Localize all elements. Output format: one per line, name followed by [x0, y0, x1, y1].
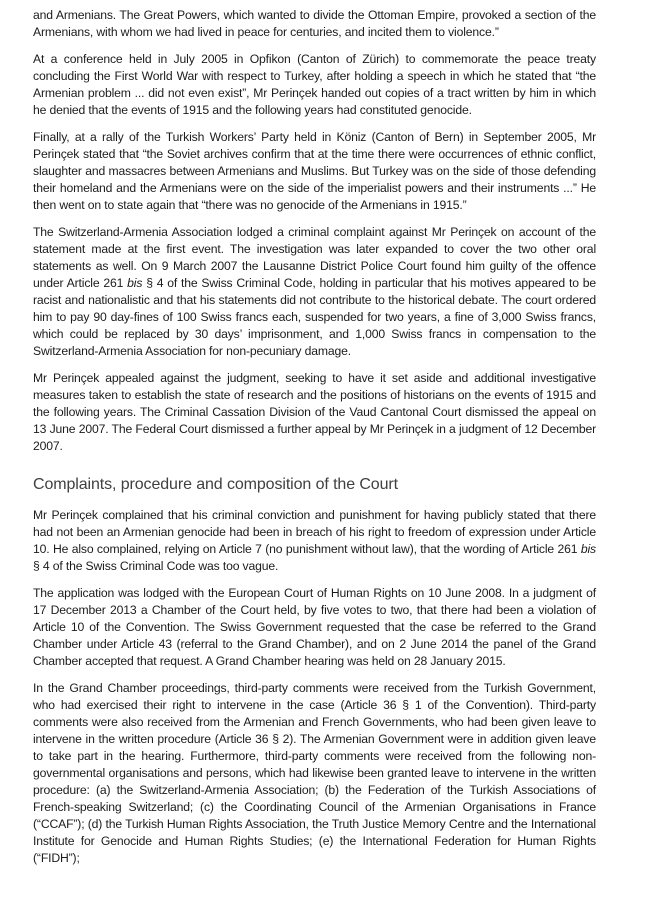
- text-run: In the Grand Chamber proceedings, third-party comments were received from the Turkish Government, who had exercised their right to intervene in the case (Article 36 § 1 of the Convention). Third-party comments were also received from the Armenian and French Governments, who had been given leave to intervene in the written procedure (Article 36 § 2). The Armenian Government were in addition given leave to take part in the hearing. Furthermore, third-party comments were received from the following non-governmental organisations and persons, which had likewise been granted leave to intervene in the written procedure: (a) the Switzerland-Armenia Association; (b) the Federation of the Turkish Associations of French-speaking Switzerland; (c) the Coordinating Council of the Armenian Organisations in France (“CCAF”); (d) the Turkish Human Rights Association, the Truth Justice Memory Centre and the International Institute for Genocide and Human Rights Studies; (e) the International Federation for Human Rights (“FIDH”);: [33, 681, 596, 865]
- paragraph: [33, 224, 596, 360]
- text-run: Mr Perinçek complained that his criminal conviction and punishment for having publicly stated that there had not been an Armenian genocide had been in breach of his right to freedom of expression under Article 10. He also complained, relying on Article 7 (no punishment without law), that the wording of Article 261: [33, 508, 596, 556]
- text-run: Mr Perinçek appealed against the judgment, seeking to have it set aside and additional investigative measures taken to establish the state of research and the positions of historians on the events of 1915 and the following years. The Criminal Cassation Division of the Vaud Cantonal Court dismissed the appeal on 13 June 2007. The Federal Court dismissed a further appeal by Mr Perinçek in a judgment of 12 December 2007.: [33, 371, 596, 453]
- text-run: and Armenians. The Great Powers, which wanted to divide the Ottoman Empire, provoked a section of the Armenians, with whom we had lived in peace for centuries, and incited them to violence.”: [33, 8, 596, 39]
- italic-text-run: bis: [580, 542, 596, 556]
- text-run: At a conference held in July 2005 in Opfikon (Canton of Zürich) to commemorate the peace treaty concluding the First World War with respect to Turkey, after holding a speech in which he stated that “the Armenian problem ... did not even exist”, Mr Perinçek handed out copies of a tract written by him in which he denied that the events of 1915 and the following years had constituted genocide.: [33, 52, 596, 117]
- section-heading: [33, 474, 596, 495]
- paragraph: [33, 680, 596, 867]
- paragraph: [33, 370, 596, 455]
- paragraph: [33, 507, 596, 575]
- paragraph: [33, 129, 596, 214]
- paragraph: [33, 585, 596, 670]
- text-run: The Switzerland-Armenia Association lodged a criminal complaint against Mr Perinçek on account of the statement made at the first event. The investigation was later expanded to cover the two other oral statements as well. On 9 March 2007 the Lausanne District Police Court found him guilty of the offence under Article 261: [33, 225, 596, 290]
- text-run: § 4 of the Swiss Criminal Code was too vague.: [33, 559, 279, 573]
- paragraph: [33, 51, 596, 119]
- text-run: § 4 of the Swiss Criminal Code, holding in particular that his motives appeared to be racist and nationalistic and that his statements did not contribute to the historical debate. The court ordered him to pay 90 day-fines of 100 Swiss francs each, suspended for two years, a fine of 3,000 Swiss francs, which could be replaced by 30 days’ imprisonment, and 1,000 Swiss francs in compensation to the Switzerland-Armenia Association for non-pecuniary damage.: [33, 276, 596, 358]
- paragraph: [33, 7, 596, 41]
- italic-text-run: bis: [127, 276, 143, 290]
- text-run: The application was lodged with the European Court of Human Rights on 10 June 2008. In a judgment of 17 December 2013 a Chamber of the Court held, by five votes to two, that there had been a violation of Article 10 of the Convention. The Swiss Government requested that the case be referred to the Grand Chamber under Article 43 (referral to the Grand Chamber), and on 2 June 2014 the panel of the Grand Chamber accepted that request. A Grand Chamber hearing was held on 28 January 2015.: [33, 586, 596, 668]
- heading-text: Complaints, procedure and composition of the Court: [33, 476, 398, 493]
- text-run: Finally, at a rally of the Turkish Workers’ Party held in Köniz (Canton of Bern) in September 2005, Mr Perinçek stated that “the Soviet archives confirm that at the time there were occurrences of ethnic conflict, slaughter and massacres between Armenians and Muslims. But Turkey was on the side of those defending their homeland and the Armenians were on the side of the imperialist powers and their instruments ...” He then went on to state again that “there was no genocide of the Armenians in 1915.”: [33, 130, 596, 212]
